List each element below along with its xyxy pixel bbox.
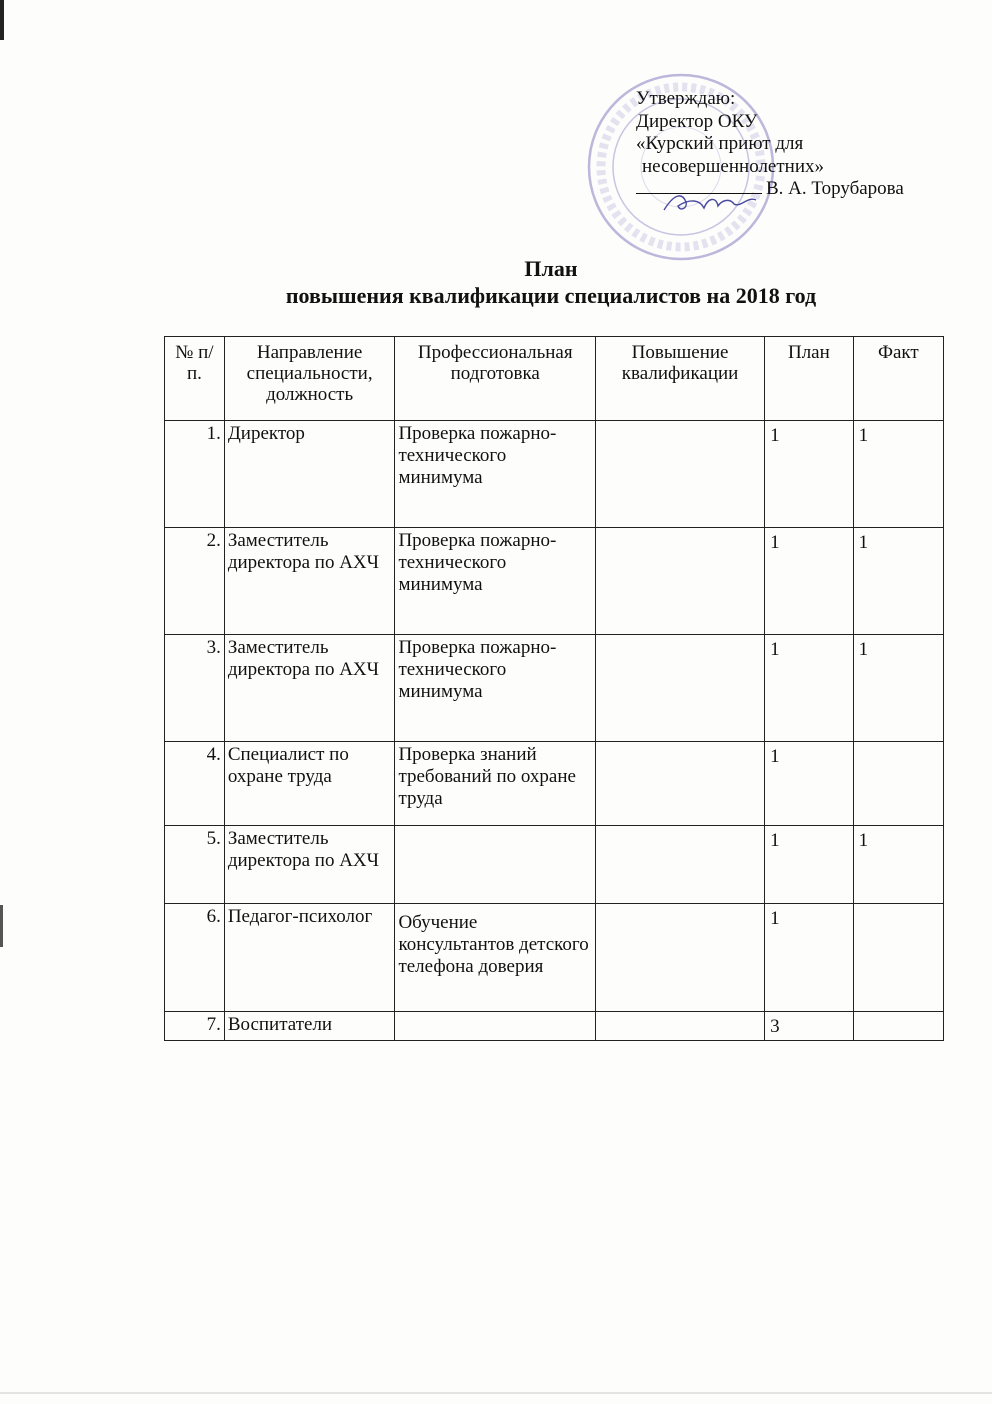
row-fact: 1 — [853, 421, 943, 528]
row-qualification — [596, 421, 765, 528]
header-fact: Факт — [853, 337, 943, 421]
row-plan: 3 — [765, 1012, 854, 1041]
scan-edge — [0, 1392, 992, 1394]
row-position: Специалист по охране труда — [224, 742, 395, 826]
row-num: 5. — [165, 826, 225, 904]
table-row — [165, 904, 944, 1012]
header-direction: Направление специальности, должность — [224, 337, 395, 421]
row-training: Проверка знаний требований по охране труда — [395, 742, 596, 826]
row-qualification — [596, 904, 765, 1012]
approval-block — [636, 88, 904, 201]
row-num: 7. — [165, 1012, 225, 1041]
row-qualification — [596, 1012, 765, 1041]
row-plan: 1 — [765, 635, 854, 742]
scan-edge — [0, 0, 4, 40]
row-position: Педагог-психолог — [224, 904, 395, 1012]
row-num: 4. — [165, 742, 225, 826]
row-fact — [853, 1012, 943, 1041]
row-num: 3. — [165, 635, 225, 742]
row-fact — [853, 904, 943, 1012]
row-qualification — [596, 528, 765, 635]
approval-line: несовершеннолетних» — [642, 155, 825, 177]
row-training: Проверка пожарно-технического минимума — [395, 421, 596, 528]
scan-edge — [0, 905, 3, 947]
table-header-row — [165, 337, 944, 421]
row-training: Проверка пожарно-технического минимума — [395, 528, 596, 635]
row-position: Воспитатели — [224, 1012, 395, 1041]
table-row — [165, 421, 944, 528]
row-plan: 1 — [765, 826, 854, 904]
row-qualification — [596, 826, 765, 904]
row-training: Обучение консультантов детского телефона доверия — [395, 904, 596, 1012]
row-position: Заместитель директора по АХЧ — [224, 826, 395, 904]
header-qualification: Повышение квалификации — [596, 337, 765, 421]
row-plan: 1 — [765, 421, 854, 528]
plan-table — [164, 336, 944, 1041]
row-num: 6. — [165, 904, 225, 1012]
table-row — [165, 742, 944, 826]
row-plan: 1 — [765, 528, 854, 635]
table-row — [165, 1012, 944, 1041]
row-position: Заместитель директора по АХЧ — [224, 635, 395, 742]
row-fact: 1 — [853, 635, 943, 742]
row-training: Проверка пожарно-технического минимума — [395, 635, 596, 742]
table-row — [165, 528, 944, 635]
table-row — [165, 826, 944, 904]
row-plan: 1 — [765, 742, 854, 826]
row-training — [395, 1012, 596, 1041]
approval-line: Утверждаю: — [636, 88, 736, 109]
approval-line: «Курский приют для — [636, 133, 804, 154]
row-qualification — [596, 742, 765, 826]
row-fact — [853, 742, 943, 826]
row-position: Заместитель директора по АХЧ — [224, 528, 395, 635]
row-num: 2. — [165, 528, 225, 635]
row-num: 1. — [165, 421, 225, 528]
signature-icon — [660, 188, 760, 218]
row-fact: 1 — [853, 826, 943, 904]
table-row — [165, 635, 944, 742]
signer-name: В. А. Торубарова — [766, 178, 904, 199]
row-plan: 1 — [765, 904, 854, 1012]
header-plan: План — [765, 337, 854, 421]
header-training: Профессиональная подготовка — [395, 337, 596, 421]
approval-line: Директор ОКУ — [636, 110, 758, 132]
row-qualification — [596, 635, 765, 742]
row-training — [395, 826, 596, 904]
document-title: План — [524, 256, 578, 281]
document-subtitle: повышения квалификации специалистов на 2018 год — [285, 283, 817, 308]
row-fact: 1 — [853, 528, 943, 635]
header-num: № п/п. — [165, 337, 225, 421]
row-position: Директор — [224, 421, 395, 528]
